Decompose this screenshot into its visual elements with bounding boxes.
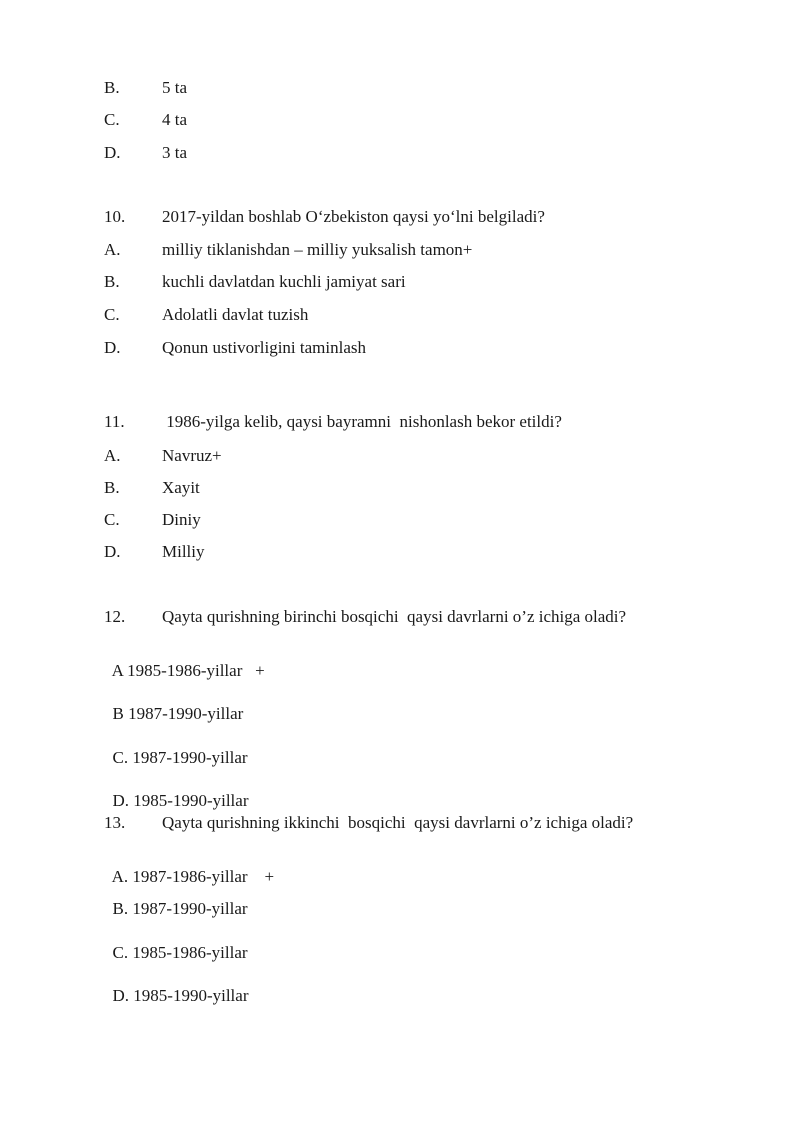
q11-option-d — [104, 541, 205, 563]
option-letter: B. — [104, 272, 120, 291]
option-text: Qonun ustivorligini taminlash — [162, 338, 366, 357]
q13-option-c — [104, 920, 248, 962]
option-letter: B. — [104, 478, 120, 497]
option-letter: C. — [104, 110, 120, 129]
q9-option-b — [104, 77, 188, 99]
q9-option-c — [104, 109, 188, 131]
q13-option-a — [104, 844, 275, 886]
q12-option-c — [104, 725, 248, 767]
q10-option-b — [104, 271, 406, 293]
question-number: 13. — [104, 813, 126, 832]
q11-option-b — [104, 477, 200, 499]
q9-option-d — [104, 142, 188, 164]
question-number: 11. — [104, 412, 125, 431]
q11-option-a — [104, 445, 222, 467]
option-letter: B. — [104, 78, 120, 97]
option-text: D. 1985-1990-yillar — [112, 986, 249, 1005]
option-text: B 1987-1990-yillar — [112, 704, 244, 723]
option-text: Navruz+ — [162, 446, 222, 465]
option-text: 4 ta — [162, 110, 188, 129]
q12-option-a — [104, 638, 265, 680]
option-text: 5 ta — [162, 78, 188, 97]
option-text: A 1985-1986-yillar + — [111, 661, 265, 680]
q12-option-d — [104, 768, 249, 810]
option-text: C. 1985-1986-yillar — [112, 943, 248, 962]
option-text: A. 1987-1986-yillar + — [111, 867, 275, 886]
option-letter: A. — [104, 240, 121, 259]
q10-question — [104, 206, 545, 228]
q12-question — [104, 606, 627, 628]
q10-option-d — [104, 337, 366, 359]
option-letter: C. — [104, 510, 120, 529]
option-text: B. 1987-1990-yillar — [112, 899, 248, 918]
question-text: 1986-yilga kelib, qaysi bayramni nishonlash bekor etildi? — [162, 412, 562, 431]
option-letter: D. — [104, 542, 121, 561]
q12-option-b — [104, 681, 244, 723]
q10-option-a — [104, 239, 473, 261]
option-text: Milliy — [162, 542, 205, 561]
option-text: kuchli davlatdan kuchli jamiyat sari — [162, 272, 406, 291]
option-letter: A. — [104, 446, 121, 465]
q11-question — [104, 411, 562, 433]
option-text: D. 1985-1990-yillar — [112, 791, 249, 810]
q13-option-b — [104, 876, 248, 918]
question-number: 10. — [104, 207, 126, 226]
option-letter: D. — [104, 338, 121, 357]
option-letter: C. — [104, 305, 120, 324]
option-text: C. 1987-1990-yillar — [112, 748, 248, 767]
option-text: Xayit — [162, 478, 200, 497]
question-number: 12. — [104, 607, 126, 626]
question-text: Qayta qurishning birinchi bosqichi qaysi davrlarni o’z ichiga oladi? — [162, 607, 627, 626]
question-text: Qayta qurishning ikkinchi bosqichi qaysi davrlarni o’z ichiga oladi? — [162, 813, 634, 832]
option-text: Diniy — [162, 510, 201, 529]
q13-question — [104, 812, 634, 834]
option-text: Adolatli davlat tuzish — [162, 305, 309, 324]
option-text: milliy tiklanishdan – milliy yuksalish tamon+ — [162, 240, 473, 259]
q13-option-d — [104, 963, 249, 1005]
question-text: 2017-yildan boshlab O‘zbekiston qaysi yo‘lni belgiladi? — [162, 207, 545, 226]
q10-option-c — [104, 304, 309, 326]
option-text: 3 ta — [162, 143, 188, 162]
option-letter: D. — [104, 143, 121, 162]
q11-option-c — [104, 509, 201, 531]
